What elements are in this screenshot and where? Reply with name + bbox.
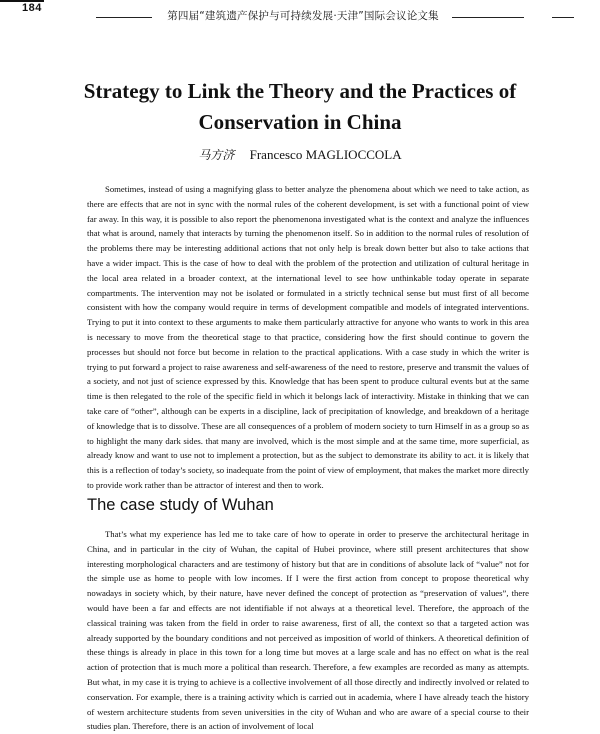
header-rule-left xyxy=(96,17,152,18)
conference-title: 第四届“建筑遗产保护与可持续发展·天津”国际会议论文集 xyxy=(167,10,439,22)
author-name-english: Francesco MAGLIOCCOLA xyxy=(249,147,402,162)
running-header xyxy=(0,0,600,26)
author-line xyxy=(40,146,560,163)
header-rule-far xyxy=(552,17,574,18)
body-paragraph-1: Sometimes, instead of using a magnifying glass to better analyze the phenomena about which we need to take action, as there are effects that are not in sync with the normal rules of the coherent development, is set with a functional point of view far away. In this way, it is possible to also report the phenomenona investigated what is the context and analyze the influences that what is around, namely that interacts by turning the phenomenon itself. So in addition to the normal rules of resolution of the problems there may be interesting additional actions that not only help is break down better but also to take actions that have a wider impact. This is the case of how to deal with the problem of the protection and utilization of cultural heritage in the local area related in a broader context, at the international level to see how unthinkable today operate in separate compartments. The intervention may not be isolated or formulated in a strictly technical sense but must first of all become consistent with how the company would require in terms of development compatible and models of integrated interventions. Trying to put it into context to these arguments to make them particularly attractive for anyone who wants to work in this area is necessary to move from the theoretical stage to that practice, considering how the first should continue to govern the processes but should not force but become in relation to the practical applications. With a case study in which the writer is trying to put forward a project to raise awareness and self-awareness of the need to restore, preserve and transmit the values of a society, and not just of science expressed by this. Knowledge that has been spent to produce cultural events but at the same time is then relegated to the role of the specific field in which it belongs lack of interactivity. Mistake in thinking that we can take care of “other”, although can be experts in a discipline, lack of precipitation of knowledge, and breakdown of a heritage of knowledge that is to dissolve. These are all consequences of a problem of modern society to turn Himself in as a group so as to highlight the many dark sides. that many are involved, which is the most simple and at the same time, more superficial, as already know and want to use not to implement a protection, but as the subject to demonstrate its ability to act. it is likely that this is a reflection of today’s society, so inadequate from the point of view of employment, that makes the market more directly to provide work rather than be attractor of interest and then to work. xyxy=(87,184,529,490)
section-heading: The case study of Wuhan xyxy=(87,496,274,514)
page-number: 184 xyxy=(22,2,42,14)
body-paragraph-2: That’s what my experience has led me to take care of how to operate in order to preserve the architectural heritage in China, and in particular in the city of Wuhan, the capital of Hubei province, where still present architectures that show interesting morphological characters and are testimony of history but that are in conditions of absolute lack of “value” not for the simple use as home to people with low incomes. If I were the first action from concept to propose theoretical why nowadays in society which, by their nature, have never defined the concept of protection as “preservation of values”, there would have been a far and effects are not identifiable if not always at a theoretical level. Therefore, the approach of the classical training was taken from the field in order to raise awareness, first of all, the context so that a targeted action was already supported by the boundary conditions and not perceived as imposition of world of thinkers. A theoretical definition of these things is already in place in this town for a long time but moves at a large scale and has no effect on what is the real action of protection that is much more a political than research. Therefore, a few examples are recorded as many as attempts. But what, in my case it is trying to achieve is a collective involvement of all those directly and indirectly involved or related to conservation. For example, there is a training activity which is carried out in academia, where I have already teach the history of western architecture students from seven universities in the city of Wuhan and who are aware of a special course to their studies plan. Therefore, there is an action of involvement of local xyxy=(87,529,529,732)
header-rule-right xyxy=(452,17,524,18)
paper-title: Strategy to Link the Theory and the Practices of Conservation in China xyxy=(83,79,517,135)
author-name-chinese: 马方济 xyxy=(198,148,235,162)
